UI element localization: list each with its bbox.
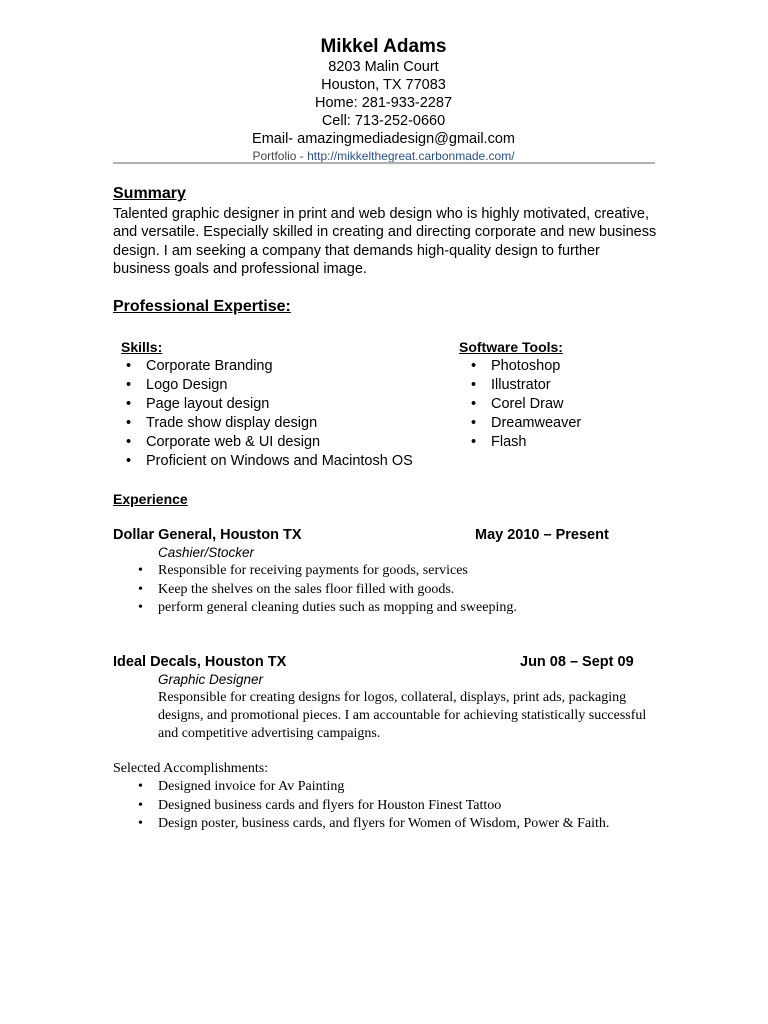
accomplishments-heading: Selected Accomplishments: [113,761,269,776]
applicant-name: Mikkel Adams [320,36,447,57]
skill-item: • Logo Design [121,376,413,395]
skill-item: • Trade show display design [121,414,413,433]
skills-heading: Skills: [121,339,163,355]
contact-header [113,36,654,164]
skill-item: • Proficient on Windows and Macintosh OS [121,452,413,471]
address-line-2: Houston, TX 77083 [321,77,446,93]
job-1-duties [133,562,517,618]
skill-item: • Corporate web & UI design [121,433,413,452]
experience-heading: Experience [113,491,188,507]
accomplishment-item: • Designed business cards and flyers for Houston Finest Tattoo [133,797,609,816]
skill-item: • Page layout design [121,395,413,414]
job-2-employer: Ideal Decals, Houston TX [113,654,287,670]
job-1-dates: May 2010 – Present [475,527,609,543]
tools-heading: Software Tools: [459,339,563,355]
header-divider [113,162,655,164]
duty-item: • perform general cleaning duties such as mopping and sweeping. [133,599,517,618]
tool-item: • Flash [466,433,581,452]
skill-item: • Corporate Branding [121,357,413,376]
portfolio-label: Portfolio - [252,149,308,163]
home-phone: Home: 281-933-2287 [314,95,453,111]
job-2-dates: Jun 08 – Sept 09 [520,654,634,670]
duty-item: • Responsible for receiving payments for goods, services [133,562,517,581]
address-line-1: 8203 Malin Court [328,59,439,75]
accomplishment-item: • Design poster, business cards, and flyers for Women of Wisdom, Power & Faith. [133,815,609,834]
tool-item: • Dreamweaver [466,414,581,433]
tools-list [466,357,581,452]
summary-heading: Summary [113,185,186,202]
job-1-employer: Dollar General, Houston TX [113,527,302,543]
tool-item: • Photoshop [466,357,581,376]
job-1-title: Cashier/Stocker [158,545,255,560]
duty-item: • Keep the shelves on the sales floor filled with goods. [133,581,517,600]
email: Email- amazingmediadesign@gmail.com [252,131,515,147]
accomplishments-list [133,778,609,834]
accomplishment-item: • Designed invoice for Av Painting [133,778,609,797]
job-2-title: Graphic Designer [158,672,264,687]
expertise-heading: Professional Expertise: [113,298,291,315]
tool-item: • Illustrator [466,376,581,395]
cell-phone: Cell: 713-252-0660 [321,113,446,129]
summary-text: Talented graphic designer in print and web design who is highly motivated, creative, and versatile. Especially skilled in creating and directing corporate and new business design. I am seeking a company that demands high-quality design to further business goals and professional image. [113,206,657,277]
portfolio-link[interactable]: http://mikkelthegreat.carbonmade.com/ [307,149,515,163]
job-2-description: Responsible for creating designs for logos, collateral, displays, print ads, packaging designs, and promotional pieces. I am accountable for achieving statistically successful and competitive advertising campaigns. [158,690,647,741]
skills-list [121,357,413,471]
tool-item: • Corel Draw [466,395,581,414]
